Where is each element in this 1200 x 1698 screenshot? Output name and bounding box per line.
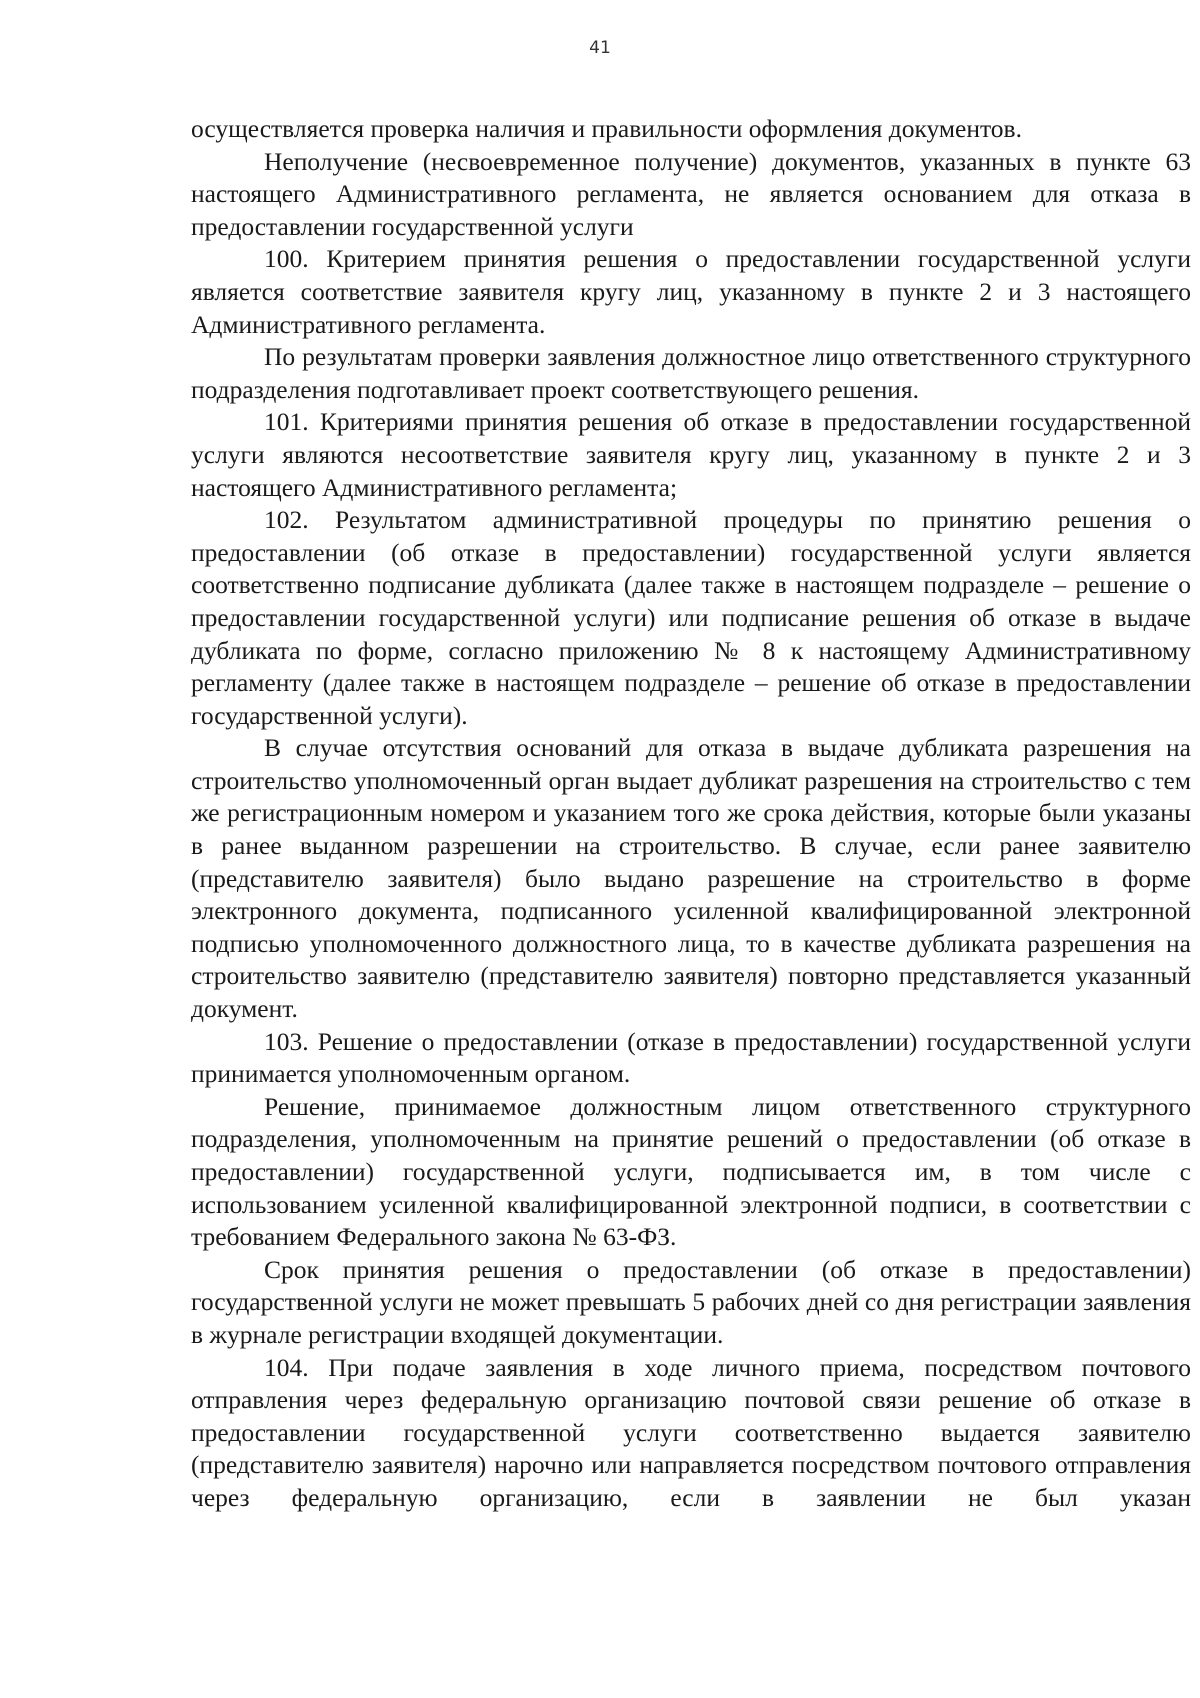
paragraph-101: 101. Критериями принятия решения об отказе в предоставлении государственной услуги являются несоответствие заявителя кругу лиц, указанному в пункте 2 и 3 настоящего Административного регламента;: [191, 407, 1191, 502]
paragraph-100: 100. Критерием принятия решения о предоставлении государственной услуги является соответствие заявителя кругу лиц, указанному в пункте 2 и 3 настоящего Административного регламента.: [191, 244, 1191, 339]
document-body: [191, 113, 1191, 1515]
paragraph-104: 104. При подаче заявления в ходе личного приема, посредством почтового отправления через федеральную организацию почтовой связи решение об отказе в предоставлении государственной услуги соответственно выдается заявителю (представителю заявителя) нарочно или направляется посредством почтового отправления через федеральную организацию, если в заявлении не был указан: [191, 1352, 1191, 1512]
paragraph-103: 103. Решение о предоставлении (отказе в предоставлении) государственной услуги принимается уполномоченным органом.: [191, 1026, 1191, 1089]
paragraph-102: 102. Результатом административной процедуры по принятию решения о предоставлении (об отказе в предоставлении) государственной услуги является соответственно подписание дубликата (далее также в настоящем подразделе – решение о предоставлении государственной услуги) или подписание решения об отказе в выдаче дубликата по форме, согласно приложению № 8 к настоящему Административному регламенту (далее также в настоящем подразделе – решение об отказе в предоставлении государственной услуги).: [191, 505, 1191, 730]
paragraph-decision-signing: Решение, принимаемое должностным лицом ответственного структурного подразделения, уполномоченным на принятие решений о предоставлении (об отказе в предоставлении) государственной услуги, подписывается им, в том числе с использованием усиленной квалифицированной электронной подписи, в соответствии с требованием Федерального закона № 63-ФЗ.: [191, 1091, 1191, 1252]
page-number: 41: [589, 38, 611, 58]
paragraph-nonreceipt: Неполучение (несвоевременное получение) документов, указанных в пункте 63 настоящего Административного регламента, не является основанием для отказа в предоставлении государственной услуги: [191, 146, 1191, 241]
paragraph-duplicate-issue: В случае отсутствия оснований для отказа в выдаче дубликата разрешения на строительство уполномоченный орган выдает дубликат разрешения на строительство с тем же регистрационным номером и указанием того же срока действия, которые были указаны в ранее выданном разрешении на строительство. В случае, если ранее заявителю (представителю заявителя) было выдано разрешение на строительство в форме электронного документа, подписанного усиленной квалифицированной электронной подписью уполномоченного должностного лица, то в качестве дубликата разрешения на строительство заявителю (представителю заявителя) повторно представляется указанный документ.: [191, 733, 1191, 1024]
paragraph-continuation: осуществляется проверка наличия и правильности оформления документов.: [191, 114, 1022, 143]
paragraph-check-results: По результатам проверки заявления должностное лицо ответственного структурного подразделения подготавливает проект соответствующего решения.: [191, 342, 1191, 404]
paragraph-decision-deadline: Срок принятия решения о предоставлении (об отказе в предоставлении) государственной услуги не может превышать 5 рабочих дней со дня регистрации заявления в журнале регистрации входящей документации.: [191, 1254, 1191, 1349]
